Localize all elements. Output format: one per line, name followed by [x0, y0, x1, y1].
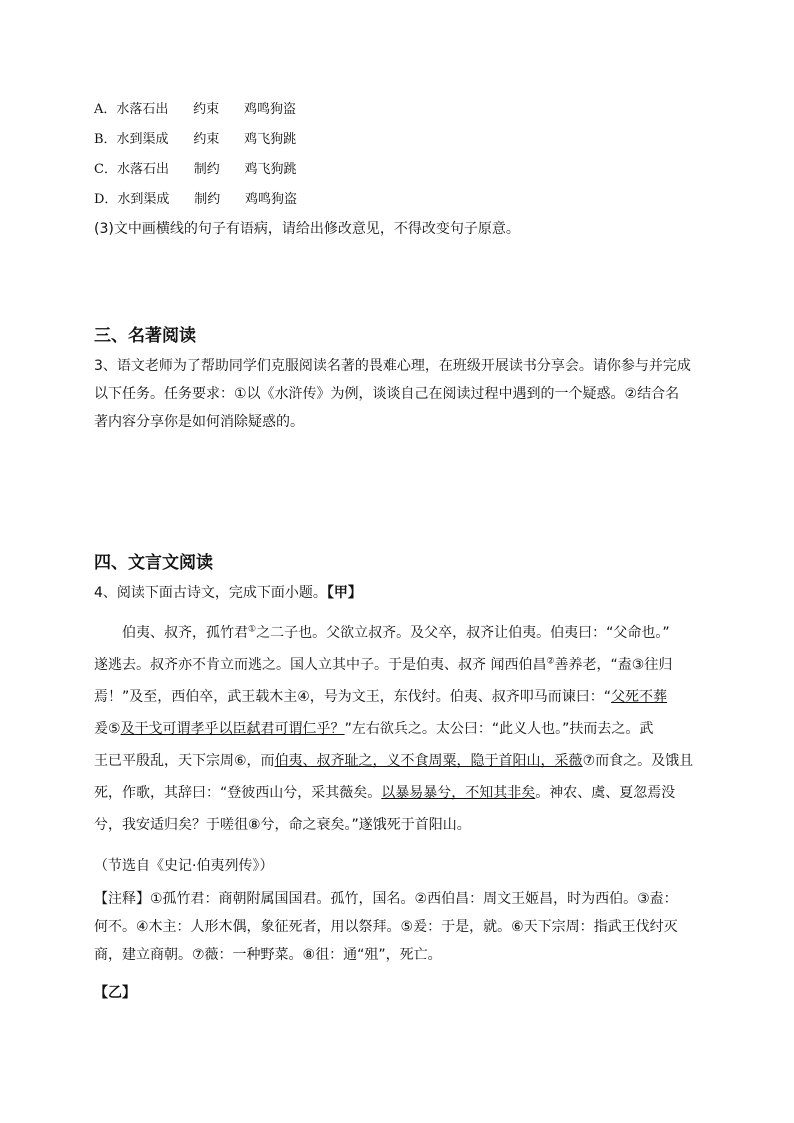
- option-c: C．水落石出 制约 鸡飞狗跳: [94, 162, 297, 177]
- underlined-sentence-3: 以暴易暴兮，不知其非矣: [381, 785, 536, 801]
- section-3-title: 三、名著阅读: [94, 326, 196, 346]
- passage-line-2: 遂逃去。叔齐亦不肯立而逃之。国人立其中子。于是伯夷、叔齐 闻西伯昌②善养老，“盍③往归: [94, 656, 673, 673]
- passage-line-1: 伯夷、叔齐，孤竹君①之二子也。父欲立叔齐。及父卒，叔齐让伯夷。伯夷曰：“父命也。”: [122, 624, 670, 641]
- section-4-intro: 4、阅读下面古诗文，完成下面小题。【甲】: [94, 585, 362, 601]
- passage-source: （节选自《史记·伯夷列传》）: [94, 858, 274, 874]
- passage-line-3: 焉！”及至，西伯卒，武王载木主④，号为文王，东伐纣。伯夷、叔齐叩马而谏曰：“父死不葬: [94, 689, 668, 705]
- section-4-title: 四、文言文阅读: [94, 553, 213, 573]
- section-3-line-3: 著内容分享你是如何消除疑惑的。: [94, 414, 304, 430]
- label-jia: 【甲】: [326, 585, 362, 601]
- section-3-line-2: 以下任务。任务要求：①以《水浒传》为例，谈谈自己在阅读过程中遇到的一个疑惑。②结合名: [94, 386, 680, 402]
- section-3-line-1: 3、语文老师为了帮助同学们克服阅读名著的畏难心理，在班级开展读书分享会。请你参与并完成: [94, 358, 691, 374]
- underlined-sentence-1b: 及干戈可谓孝乎以臣弑君可谓仁乎？: [120, 721, 345, 737]
- option-a: A．水落石出 约束 鸡鸣狗盗: [94, 102, 296, 117]
- label-yi: 【乙】: [94, 985, 136, 1001]
- underlined-sentence-2: 伯夷、叔齐耻之，义不食周粟，隐于首阳山，采薇: [274, 753, 583, 769]
- note-line-3: 商，建立商朝。⑦薇：一种野菜。⑧徂：通“殂”，死亡。: [94, 947, 442, 963]
- note-line-2: 何不。④木主：人形木偶，象征死者，用以祭拜。⑤爰：于是，就。⑥天下宗周：指武王伐纣灭: [94, 919, 678, 935]
- option-b: B．水到渠成 约束 鸡飞狗跳: [94, 132, 297, 147]
- passage-line-5: 王已平殷乱，天下宗周⑥，而伯夷、叔齐耻之，义不食周粟，隐于首阳山，采薇⑦而食之。及饿且: [94, 753, 694, 769]
- underlined-sentence-1a: 父死不葬: [611, 689, 668, 705]
- note-line-1: 【注释】①孤竹君：商朝附属国国君。孤竹，国名。②西伯昌：周文王姬昌，时为西伯。③盍：: [94, 891, 678, 907]
- question-3-prompt: (3)文中画横线的句子有语病，请给出修改意见，不得改变句子原意。: [94, 221, 520, 237]
- option-d: D．水到渠成 制约 鸡鸣狗盗: [94, 192, 298, 207]
- passage-line-4: 爰⑤及干戈可谓孝乎以臣弑君可谓仁乎？”左右欲兵之。太公曰：“此义人也。”扶而去之。武: [94, 721, 654, 737]
- passage-line-6: 死，作歌，其辞曰：“登彼西山兮，采其薇矣。以暴易暴兮，不知其非矣。神农、虞、夏忽焉没: [94, 785, 676, 801]
- passage-line-7: 兮，我安适归矣？于嗟徂⑧兮，命之衰矣。”遂饿死于首阳山。: [94, 817, 471, 833]
